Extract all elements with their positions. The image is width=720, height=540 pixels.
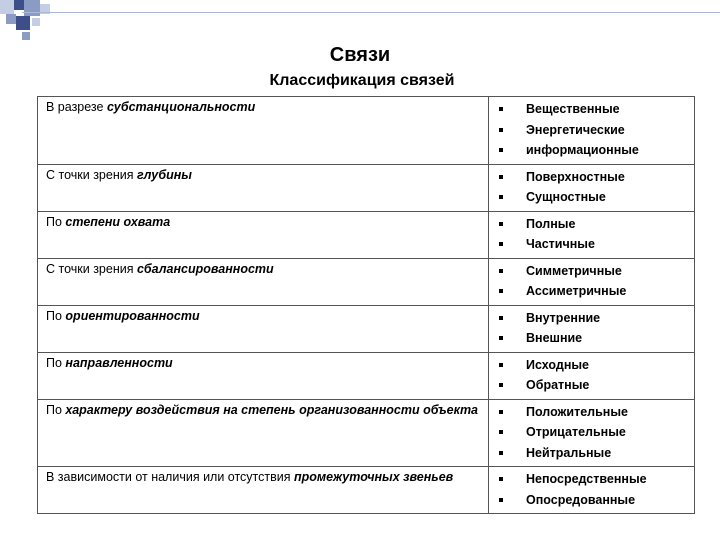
type-item	[497, 328, 686, 349]
bullet-icon	[499, 107, 503, 111]
criterion-emphasis: глубины	[136, 167, 192, 182]
bullet-icon	[499, 269, 503, 273]
type-label: Сущностные	[526, 190, 606, 204]
table-title: Классификация связей	[269, 72, 455, 89]
type-item	[497, 375, 686, 396]
type-item	[497, 281, 686, 302]
bullet-icon	[499, 242, 503, 246]
type-item	[497, 443, 686, 464]
criterion-prefix: С точки зрения	[46, 167, 137, 182]
type-item	[497, 120, 686, 141]
types-list	[497, 261, 686, 302]
types-list	[497, 402, 686, 464]
criterion-emphasis: сбалансированности	[136, 261, 274, 276]
bullet-icon	[499, 289, 503, 293]
type-item	[497, 469, 686, 490]
classification-row	[38, 467, 695, 514]
criterion-emphasis: степени охвата	[65, 214, 171, 229]
types-cell	[489, 352, 695, 399]
type-item	[497, 261, 686, 282]
bullet-icon	[499, 430, 503, 434]
deco-square	[14, 0, 24, 10]
types-list	[497, 99, 686, 161]
types-cell	[489, 97, 695, 165]
type-label: Энергетические	[526, 122, 625, 137]
types-cell	[489, 164, 695, 211]
criterion-emphasis: субстанциональности	[106, 100, 256, 114]
bullet-icon	[499, 336, 503, 340]
deco-square	[16, 16, 30, 30]
type-item	[497, 355, 686, 376]
type-item	[497, 422, 686, 443]
classification-table	[37, 96, 695, 514]
slide-decoration	[0, 0, 720, 50]
type-label: Опосредованные	[526, 492, 636, 507]
types-cell	[489, 258, 695, 305]
type-label: Нейтральные	[526, 445, 612, 460]
bullet-icon	[499, 363, 503, 367]
type-label: Полные	[526, 216, 576, 231]
deco-square	[0, 0, 14, 14]
types-cell	[489, 211, 695, 258]
types-list	[497, 214, 686, 255]
type-label: Ассиметричные	[526, 284, 627, 298]
type-item	[497, 140, 686, 161]
classification-row	[38, 305, 695, 352]
classification-row	[38, 352, 695, 399]
types-list	[497, 308, 686, 349]
criterion-cell	[38, 467, 489, 514]
type-label: Исходные	[526, 357, 589, 372]
slide-title: Связи	[329, 44, 391, 66]
bullet-icon	[499, 222, 503, 226]
type-label: Симметричные	[526, 263, 622, 278]
deco-square	[22, 32, 30, 40]
type-label: Обратные	[526, 378, 590, 392]
type-label: Положительные	[526, 404, 628, 419]
criterion-cell	[38, 305, 489, 352]
types-cell	[489, 305, 695, 352]
bullet-icon	[499, 451, 503, 455]
type-item	[497, 308, 686, 329]
type-item	[497, 99, 686, 120]
criterion-cell	[38, 399, 489, 467]
criterion-prefix: С точки зрения	[46, 261, 137, 276]
classification-row	[38, 164, 695, 211]
header-rule	[22, 12, 720, 13]
type-label: информационные	[526, 143, 639, 157]
types-cell	[489, 467, 695, 514]
type-label: Непосредственные	[526, 472, 647, 486]
criterion-cell	[38, 97, 489, 165]
type-item	[497, 187, 686, 208]
criterion-emphasis: характеру воздействия на степень организованности объекта	[65, 402, 479, 417]
type-item	[497, 490, 686, 511]
criterion-prefix: По	[46, 214, 66, 229]
criterion-cell	[38, 352, 489, 399]
classification-row	[38, 399, 695, 467]
type-item	[497, 234, 686, 255]
bullet-icon	[499, 195, 503, 199]
criterion-prefix: В разрезе	[46, 100, 107, 114]
criterion-prefix: По	[46, 402, 66, 417]
criterion-emphasis: ориентированности	[65, 308, 200, 323]
bullet-icon	[499, 383, 503, 387]
criterion-prefix: По	[46, 308, 66, 323]
type-item	[497, 214, 686, 235]
type-label: Отрицательные	[526, 425, 626, 439]
bullet-icon	[499, 498, 503, 502]
bullet-icon	[499, 128, 503, 132]
types-list	[497, 355, 686, 396]
types-list	[497, 469, 686, 510]
bullet-icon	[499, 477, 503, 481]
type-label: Внутренние	[526, 310, 601, 325]
deco-square	[32, 18, 40, 26]
types-list	[497, 167, 686, 208]
deco-square	[6, 14, 16, 24]
criterion-cell	[38, 258, 489, 305]
bullet-icon	[499, 316, 503, 320]
criterion-emphasis: направленности	[65, 355, 173, 370]
types-cell	[489, 399, 695, 467]
classification-row	[38, 258, 695, 305]
deco-square	[24, 0, 40, 16]
type-item	[497, 402, 686, 423]
type-label: Частичные	[526, 237, 595, 251]
bullet-icon	[499, 410, 503, 414]
criterion-prefix: По	[46, 355, 66, 370]
criterion-prefix: В зависимости от наличия или отсутствия	[46, 470, 294, 484]
criterion-emphasis: промежуточных звеньев	[294, 470, 454, 484]
criterion-cell	[38, 211, 489, 258]
type-label: Вещественные	[526, 102, 620, 116]
bullet-icon	[499, 175, 503, 179]
type-item	[497, 167, 686, 188]
classification-rows	[38, 97, 695, 514]
type-label: Внешние	[526, 331, 583, 345]
classification-row	[38, 211, 695, 258]
type-label: Поверхностные	[526, 169, 625, 184]
classification-row	[38, 97, 695, 165]
criterion-cell	[38, 164, 489, 211]
bullet-icon	[499, 148, 503, 152]
